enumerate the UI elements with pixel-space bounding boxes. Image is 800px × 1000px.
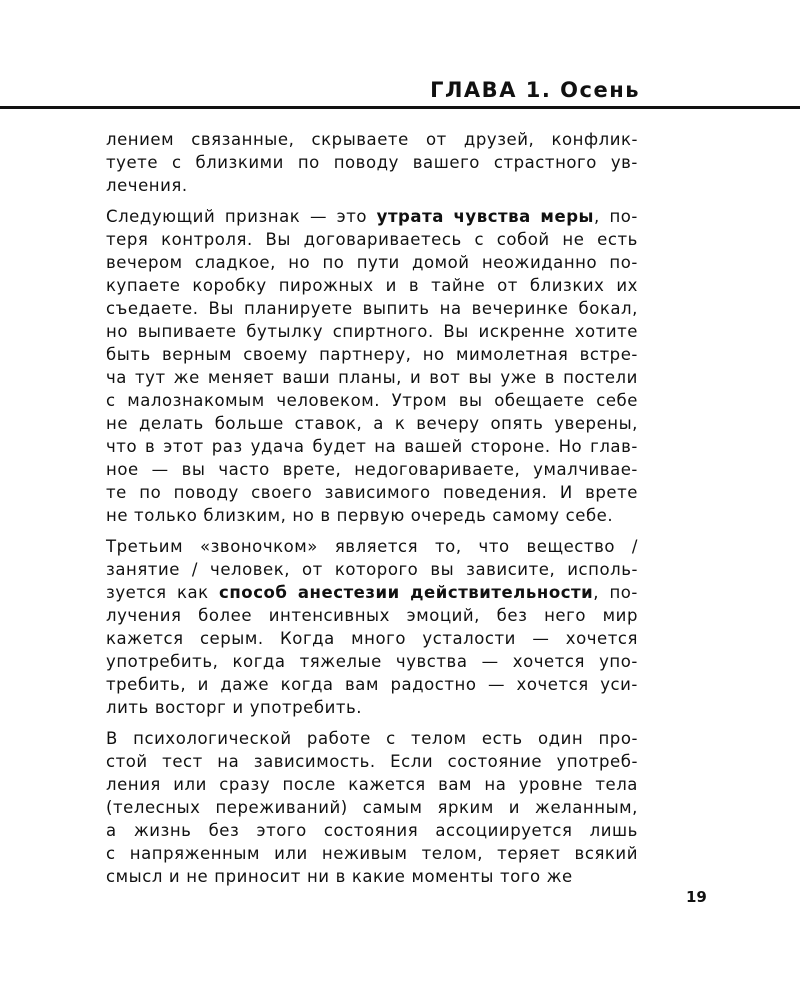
- word: на: [484, 775, 507, 794]
- word: когда: [232, 652, 286, 671]
- word: планируете: [244, 299, 353, 318]
- text-line: [106, 389, 638, 412]
- word: друзей,: [463, 130, 535, 149]
- word: ваши: [282, 368, 331, 387]
- word: что: [478, 537, 510, 556]
- word: домой: [412, 253, 470, 272]
- word: и: [508, 798, 521, 817]
- word: и: [197, 675, 209, 694]
- word: зависите,: [466, 560, 556, 579]
- word: Но: [558, 437, 583, 456]
- word: коробку: [192, 276, 267, 295]
- word: это: [336, 207, 368, 226]
- word: себе.: [565, 506, 614, 525]
- word: употребить.: [249, 698, 363, 717]
- text-line: [106, 750, 638, 773]
- word: усталости: [422, 629, 516, 648]
- word: по-: [609, 253, 638, 272]
- word: —: [487, 675, 506, 694]
- text-line: [106, 696, 638, 719]
- word: раз: [211, 437, 243, 456]
- word: моменты: [411, 867, 494, 886]
- word: про-: [598, 729, 638, 748]
- word: признак: [224, 207, 301, 226]
- word: с: [386, 729, 396, 748]
- word: быть: [106, 345, 151, 364]
- word: Вы: [265, 230, 291, 249]
- word: уси-: [600, 675, 638, 694]
- word: и: [409, 368, 422, 387]
- word: без: [496, 606, 528, 625]
- word: бутылку: [246, 322, 324, 341]
- word: которого: [334, 560, 419, 579]
- word: И: [559, 483, 573, 502]
- word: удача: [250, 437, 305, 456]
- word: от: [302, 560, 323, 579]
- word: купаете: [106, 276, 181, 295]
- word: —: [151, 460, 169, 479]
- word: ярким: [437, 798, 494, 817]
- text-line: [106, 796, 638, 819]
- word: но: [422, 345, 445, 364]
- text-line: [106, 151, 638, 174]
- text-line: [106, 819, 638, 842]
- bold-text: анестезии: [297, 583, 400, 602]
- word: меняет: [207, 368, 275, 387]
- word: умалчивае-: [533, 460, 638, 479]
- word: неживым: [321, 844, 408, 863]
- text-line: [106, 627, 638, 650]
- word: и: [232, 698, 244, 717]
- word: делать: [138, 414, 204, 433]
- word: же: [173, 368, 200, 387]
- text-line: [106, 435, 638, 458]
- word: с: [106, 391, 116, 410]
- word: Когда: [280, 629, 335, 648]
- word: стой: [106, 752, 148, 771]
- word: договариваетесь: [303, 230, 462, 249]
- word: конфлик-: [551, 130, 638, 149]
- word: сразу: [219, 775, 271, 794]
- word: самым: [362, 798, 423, 817]
- word: психологической: [133, 729, 292, 748]
- word: партнеру,: [319, 345, 412, 364]
- word: пути: [356, 253, 400, 272]
- text-line: [106, 504, 638, 527]
- word: как: [176, 583, 209, 602]
- text-line: [106, 865, 638, 888]
- word: на: [374, 437, 397, 456]
- word: ления: [106, 775, 161, 794]
- word: напряженным: [129, 844, 260, 863]
- word: вот: [429, 368, 461, 387]
- chapter-title: ГЛАВА 1. Осень: [430, 78, 640, 102]
- word: мир: [602, 606, 638, 625]
- word: поводу: [173, 483, 239, 502]
- word: съедаете.: [106, 299, 199, 318]
- word: по-: [609, 207, 638, 226]
- word: тяжелые: [299, 652, 382, 671]
- word: —: [309, 207, 327, 226]
- word: хочется: [512, 652, 585, 671]
- word: то,: [435, 537, 462, 556]
- word: что: [106, 437, 138, 456]
- word: к: [394, 414, 406, 433]
- word: В: [106, 729, 118, 748]
- word: первую: [336, 506, 405, 525]
- word: вы: [181, 460, 206, 479]
- word: встре-: [579, 345, 638, 364]
- word: больше: [214, 414, 284, 433]
- word: контроля.: [161, 230, 253, 249]
- word: с: [106, 844, 116, 863]
- word: чувства: [395, 652, 468, 671]
- word: лением: [106, 130, 175, 149]
- word: даже: [220, 675, 270, 694]
- body-text: [106, 128, 638, 896]
- word: тут: [135, 368, 166, 387]
- word: теряет: [497, 844, 561, 863]
- text-line: [106, 228, 638, 251]
- word: [219, 581, 287, 604]
- word: и: [168, 867, 181, 886]
- word: недоговариваете,: [354, 460, 521, 479]
- word: интенсивных: [268, 606, 390, 625]
- word: неожиданно: [481, 253, 598, 272]
- text-line: [106, 343, 638, 366]
- word: переживаний): [215, 798, 348, 817]
- word: телом,: [421, 844, 484, 863]
- header-rule: [0, 106, 800, 109]
- word: ни: [306, 867, 330, 886]
- word: врете,: [282, 460, 342, 479]
- word: и: [385, 276, 397, 295]
- word: бокал,: [578, 299, 638, 318]
- word: этого: [256, 821, 307, 840]
- word: Утром: [391, 391, 448, 410]
- word: всякий: [574, 844, 638, 863]
- word: в: [408, 276, 420, 295]
- word: же: [546, 867, 573, 886]
- word: работе: [306, 729, 371, 748]
- word: много: [351, 629, 407, 648]
- word: по: [139, 483, 162, 502]
- word: занятие: [106, 560, 180, 579]
- word: жизнь: [133, 821, 192, 840]
- word: состояния: [323, 821, 419, 840]
- word: лечения.: [106, 176, 188, 195]
- text-line: [106, 320, 638, 343]
- word: будет: [312, 437, 367, 456]
- word: поведения.: [442, 483, 548, 502]
- bold-text: утрата: [376, 207, 444, 226]
- word: вечеру: [416, 414, 480, 433]
- word: не: [186, 867, 209, 886]
- word: лить: [106, 698, 149, 717]
- word: но: [292, 506, 315, 525]
- word: стороне.: [470, 437, 551, 456]
- word: смысл: [106, 867, 163, 886]
- word: тест: [162, 752, 203, 771]
- word: вы: [458, 391, 483, 410]
- word: ставок,: [294, 414, 363, 433]
- word: эмоций,: [406, 606, 480, 625]
- word: спиртного.: [332, 322, 434, 341]
- word: уровне: [518, 775, 583, 794]
- word: когда: [280, 675, 334, 694]
- word: кажется: [348, 775, 426, 794]
- word: какие: [351, 867, 406, 886]
- word: желанным,: [535, 798, 638, 817]
- word: от: [497, 276, 518, 295]
- word: глав-: [590, 437, 638, 456]
- word: их: [616, 276, 638, 295]
- word: зависимость.: [253, 752, 376, 771]
- word: ув-: [610, 153, 638, 172]
- word: верным: [162, 345, 232, 364]
- word: тайне: [431, 276, 486, 295]
- word: выпить: [362, 299, 430, 318]
- text-line: [106, 297, 638, 320]
- word: [454, 205, 531, 228]
- word: употребить,: [106, 652, 219, 671]
- word: или: [274, 844, 308, 863]
- word: уверены,: [554, 414, 638, 433]
- text-line: [106, 650, 638, 673]
- word: но: [106, 322, 128, 341]
- bold-text: способ: [219, 583, 288, 602]
- word: телом: [411, 729, 467, 748]
- word: лучения: [106, 606, 182, 625]
- word: туете: [106, 153, 159, 172]
- word: без: [208, 821, 240, 840]
- word: серым.: [199, 629, 264, 648]
- word: на: [217, 752, 240, 771]
- word: хочется: [565, 629, 638, 648]
- word: зуется: [106, 583, 167, 602]
- word: опять: [490, 414, 544, 433]
- bold-text: меры: [540, 207, 595, 226]
- word: а: [373, 414, 384, 433]
- word: употреб-: [556, 752, 638, 771]
- word: Вы: [208, 299, 234, 318]
- text-line: [106, 205, 638, 228]
- word: искренне: [478, 322, 566, 341]
- word: ча: [106, 368, 127, 387]
- word: с: [474, 230, 485, 249]
- text-line: [106, 251, 638, 274]
- word: кажется: [106, 629, 184, 648]
- word: те: [106, 483, 127, 502]
- word: вам: [438, 775, 473, 794]
- word: от: [425, 130, 447, 149]
- word: самому: [492, 506, 560, 525]
- text-line: [106, 535, 638, 558]
- word: хочется: [516, 675, 589, 694]
- word: приносит: [214, 867, 301, 886]
- text-line: [106, 274, 638, 297]
- word: теря: [106, 230, 149, 249]
- text-line: [106, 128, 638, 151]
- word: тела: [595, 775, 638, 794]
- word: близкими: [195, 153, 284, 172]
- word: человеком.: [276, 391, 381, 410]
- word: вы: [430, 560, 455, 579]
- word: скрываете: [311, 130, 409, 149]
- bold-text: чувства: [453, 207, 531, 226]
- word: по-: [609, 583, 638, 602]
- word: близких: [529, 276, 605, 295]
- word: обещаете: [494, 391, 585, 410]
- text-line: [106, 673, 638, 696]
- word: меры,: [540, 207, 600, 226]
- text-line: [106, 842, 638, 865]
- paragraph: [106, 205, 638, 527]
- word: (телесных: [106, 798, 201, 817]
- word: малознакомым: [127, 391, 265, 410]
- word: является: [334, 537, 419, 556]
- word: —: [532, 629, 550, 648]
- word: врете: [585, 483, 638, 502]
- word: восторг: [154, 698, 227, 717]
- word: пирожных: [278, 276, 374, 295]
- word: требить,: [106, 675, 187, 694]
- word: этот: [163, 437, 204, 456]
- word: своему: [243, 345, 308, 364]
- word: мимолетная: [455, 345, 569, 364]
- word: страстного: [493, 153, 597, 172]
- word: часто: [218, 460, 270, 479]
- word: Если: [390, 752, 434, 771]
- word: на: [439, 299, 462, 318]
- word: вечером: [106, 253, 183, 272]
- text-line: [106, 174, 638, 197]
- word: сладкое,: [194, 253, 276, 272]
- word: выпиваете: [137, 322, 237, 341]
- text-line: [106, 481, 638, 504]
- word: «звоночком»: [199, 537, 318, 556]
- word: очередь: [410, 506, 487, 525]
- word: с: [171, 153, 182, 172]
- paragraph: [106, 128, 638, 197]
- word: вечеринке: [471, 299, 569, 318]
- word: более: [198, 606, 253, 625]
- word: человек,: [210, 560, 291, 579]
- bold-text: действительности: [410, 583, 594, 602]
- word: только: [134, 506, 198, 525]
- word: Следующий: [106, 207, 216, 226]
- word: близким,: [203, 506, 287, 525]
- page-number: 19: [686, 888, 707, 906]
- word: связанные,: [191, 130, 295, 149]
- word: действительности,: [410, 583, 600, 602]
- text-line: [106, 558, 638, 581]
- word: своего: [251, 483, 313, 502]
- word: себе: [596, 391, 638, 410]
- word: /: [631, 537, 638, 556]
- word: после: [282, 775, 336, 794]
- word: —: [481, 652, 499, 671]
- word: но: [288, 253, 311, 272]
- word: ассоциируется: [435, 821, 573, 840]
- word: собой: [496, 230, 550, 249]
- word: или: [173, 775, 207, 794]
- word: /: [191, 560, 199, 579]
- word: вам: [345, 675, 379, 694]
- word: в: [335, 867, 346, 886]
- word: в: [320, 506, 331, 525]
- word: вы: [468, 368, 493, 387]
- word: не: [106, 506, 129, 525]
- word: вашего: [412, 153, 480, 172]
- word: хотите: [574, 322, 638, 341]
- word: поводу: [333, 153, 399, 172]
- word: в: [145, 437, 156, 456]
- word: а: [106, 821, 117, 840]
- word: один: [537, 729, 584, 748]
- word: не: [562, 230, 585, 249]
- word: ное: [106, 460, 139, 479]
- word: по: [297, 153, 320, 172]
- word: [298, 581, 400, 604]
- word: постели: [563, 368, 638, 387]
- word: Третьим: [106, 537, 184, 556]
- word: лишь: [589, 821, 638, 840]
- text-line: [106, 581, 638, 604]
- word: не: [106, 414, 129, 433]
- text-line: [106, 458, 638, 481]
- word: в: [544, 368, 556, 387]
- paragraph: [106, 727, 638, 888]
- text-line: [106, 727, 638, 750]
- text-line: [106, 773, 638, 796]
- paragraph: [106, 535, 638, 719]
- word: планы,: [338, 368, 402, 387]
- word: уже: [500, 368, 537, 387]
- text-line: [106, 366, 638, 389]
- word: него: [544, 606, 586, 625]
- word: того: [499, 867, 541, 886]
- word: зависимого: [324, 483, 431, 502]
- word: вашей: [404, 437, 463, 456]
- word: исполь-: [567, 560, 638, 579]
- word: есть: [597, 230, 638, 249]
- word: есть: [481, 729, 523, 748]
- word: Вы: [443, 322, 469, 341]
- text-line: [106, 412, 638, 435]
- word: вещество: [526, 537, 615, 556]
- word: упо-: [599, 652, 638, 671]
- word: по: [322, 253, 345, 272]
- word: [377, 205, 444, 228]
- word: состояние: [447, 752, 543, 771]
- word: радостно: [390, 675, 477, 694]
- text-line: [106, 604, 638, 627]
